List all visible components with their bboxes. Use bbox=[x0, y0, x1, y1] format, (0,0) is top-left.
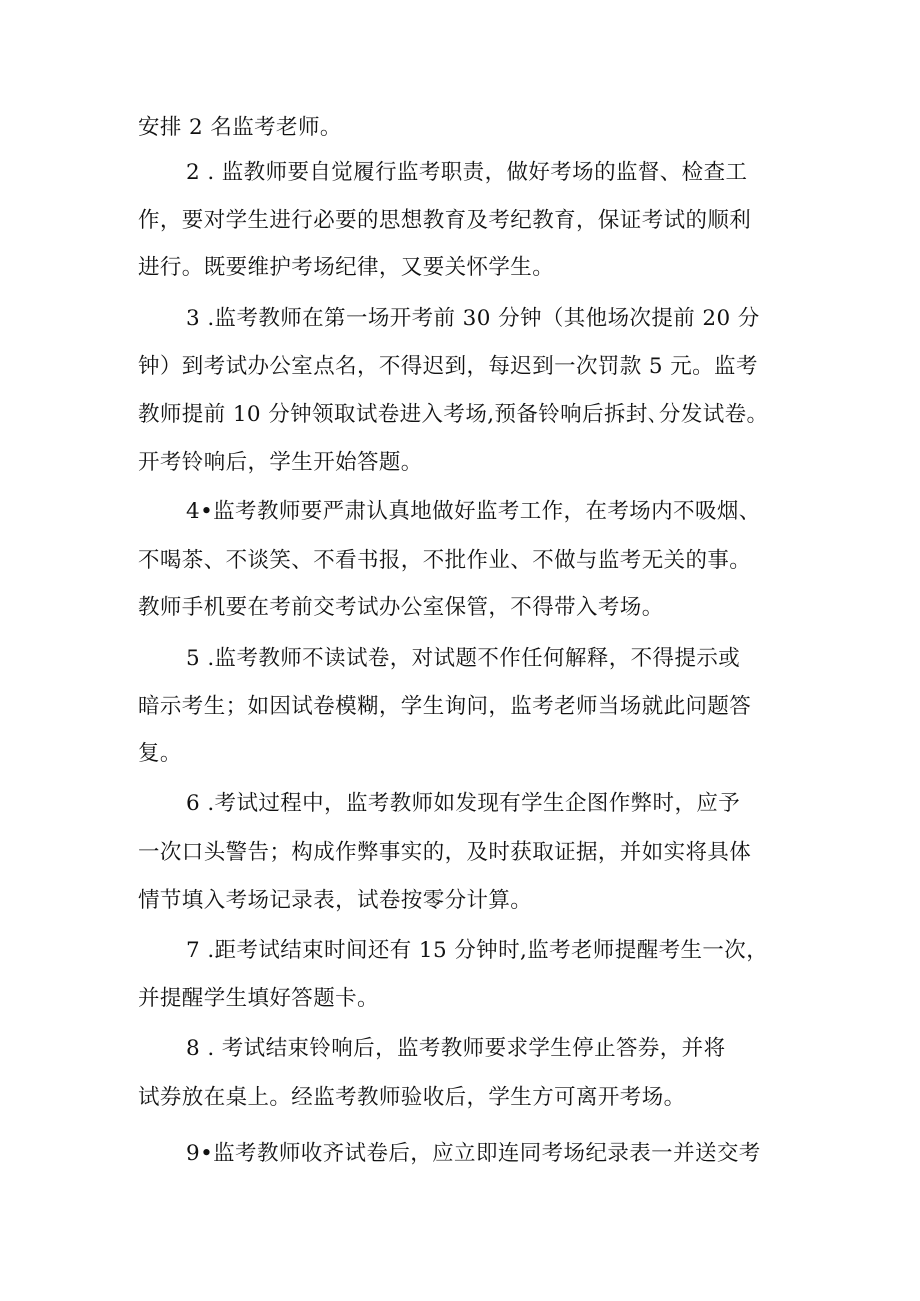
text-line-13: 暗示考生；如因试卷模糊，学生询问，监考老师当场就此问题答 bbox=[138, 694, 752, 719]
text-line-2: 2 . 监教师要自觉履行监考职责，做好考场的监督、检查工 bbox=[186, 160, 748, 185]
text-line-22: 9•监考教师收齐试卷后，应立即连同考场纪录表一并送交考 bbox=[186, 1141, 761, 1166]
text-line-11: 教师手机要在考前交考试办公室保管，不得带入考场。 bbox=[138, 595, 664, 620]
text-line-18: 7 .距考试结束时间还有 15 分钟时,监考老师提醒考生一次， bbox=[186, 938, 769, 963]
text-line-15: 6 .考试过程中，监考教师如发现有学生企图作弊时，应予 bbox=[186, 791, 741, 816]
text-line-12: 5 .监考教师不读试卷，对试题不作任何解释，不得提示或 bbox=[186, 646, 741, 671]
text-line-20: 8 . 考试结束铃响后，监考教师要求学生停止答券，并将 bbox=[186, 1036, 726, 1061]
text-line-14: 复。 bbox=[138, 741, 182, 766]
text-line-16: 一次口头警告；构成作弊事实的，及时获取证据，并如实将具体 bbox=[138, 840, 752, 865]
text-line-17: 情节填入考场记录表，试卷按零分计算。 bbox=[138, 888, 533, 913]
text-line-3: 作，要对学生进行必要的思想教育及考纪教育，保证考试的顺利 bbox=[138, 208, 752, 233]
text-line-19: 并提醒学生填好答题卡。 bbox=[138, 986, 379, 1011]
text-line-1: 安排 2 名监考老师。 bbox=[138, 115, 342, 140]
text-line-10: 不喝茶、不谈笑、不看书报，不批作业、不做与监考无关的事。 bbox=[138, 548, 752, 573]
text-line-7: 教师提前 10 分钟领取试卷进入考场,预备铃响后拆封､分发试卷。 bbox=[138, 402, 769, 427]
text-line-5: 3 .监考教师在第一场开考前 30 分钟（其他场次提前 20 分 bbox=[186, 306, 760, 331]
text-line-8: 开考铃响后，学生开始答题。 bbox=[138, 450, 423, 475]
text-line-9: 4•监考教师要严肃认真地做好监考工作，在考场内不吸烟、 bbox=[186, 499, 761, 524]
text-line-4: 进行。既要维护考场纪律，又要关怀学生。 bbox=[138, 255, 555, 280]
text-line-21: 试券放在桌上。经监考教师验收后，学生方可离开考场。 bbox=[138, 1085, 686, 1110]
text-line-6: 钟）到考试办公室点名，不得迟到，每迟到一次罚款 5 元。监考 bbox=[138, 354, 758, 379]
